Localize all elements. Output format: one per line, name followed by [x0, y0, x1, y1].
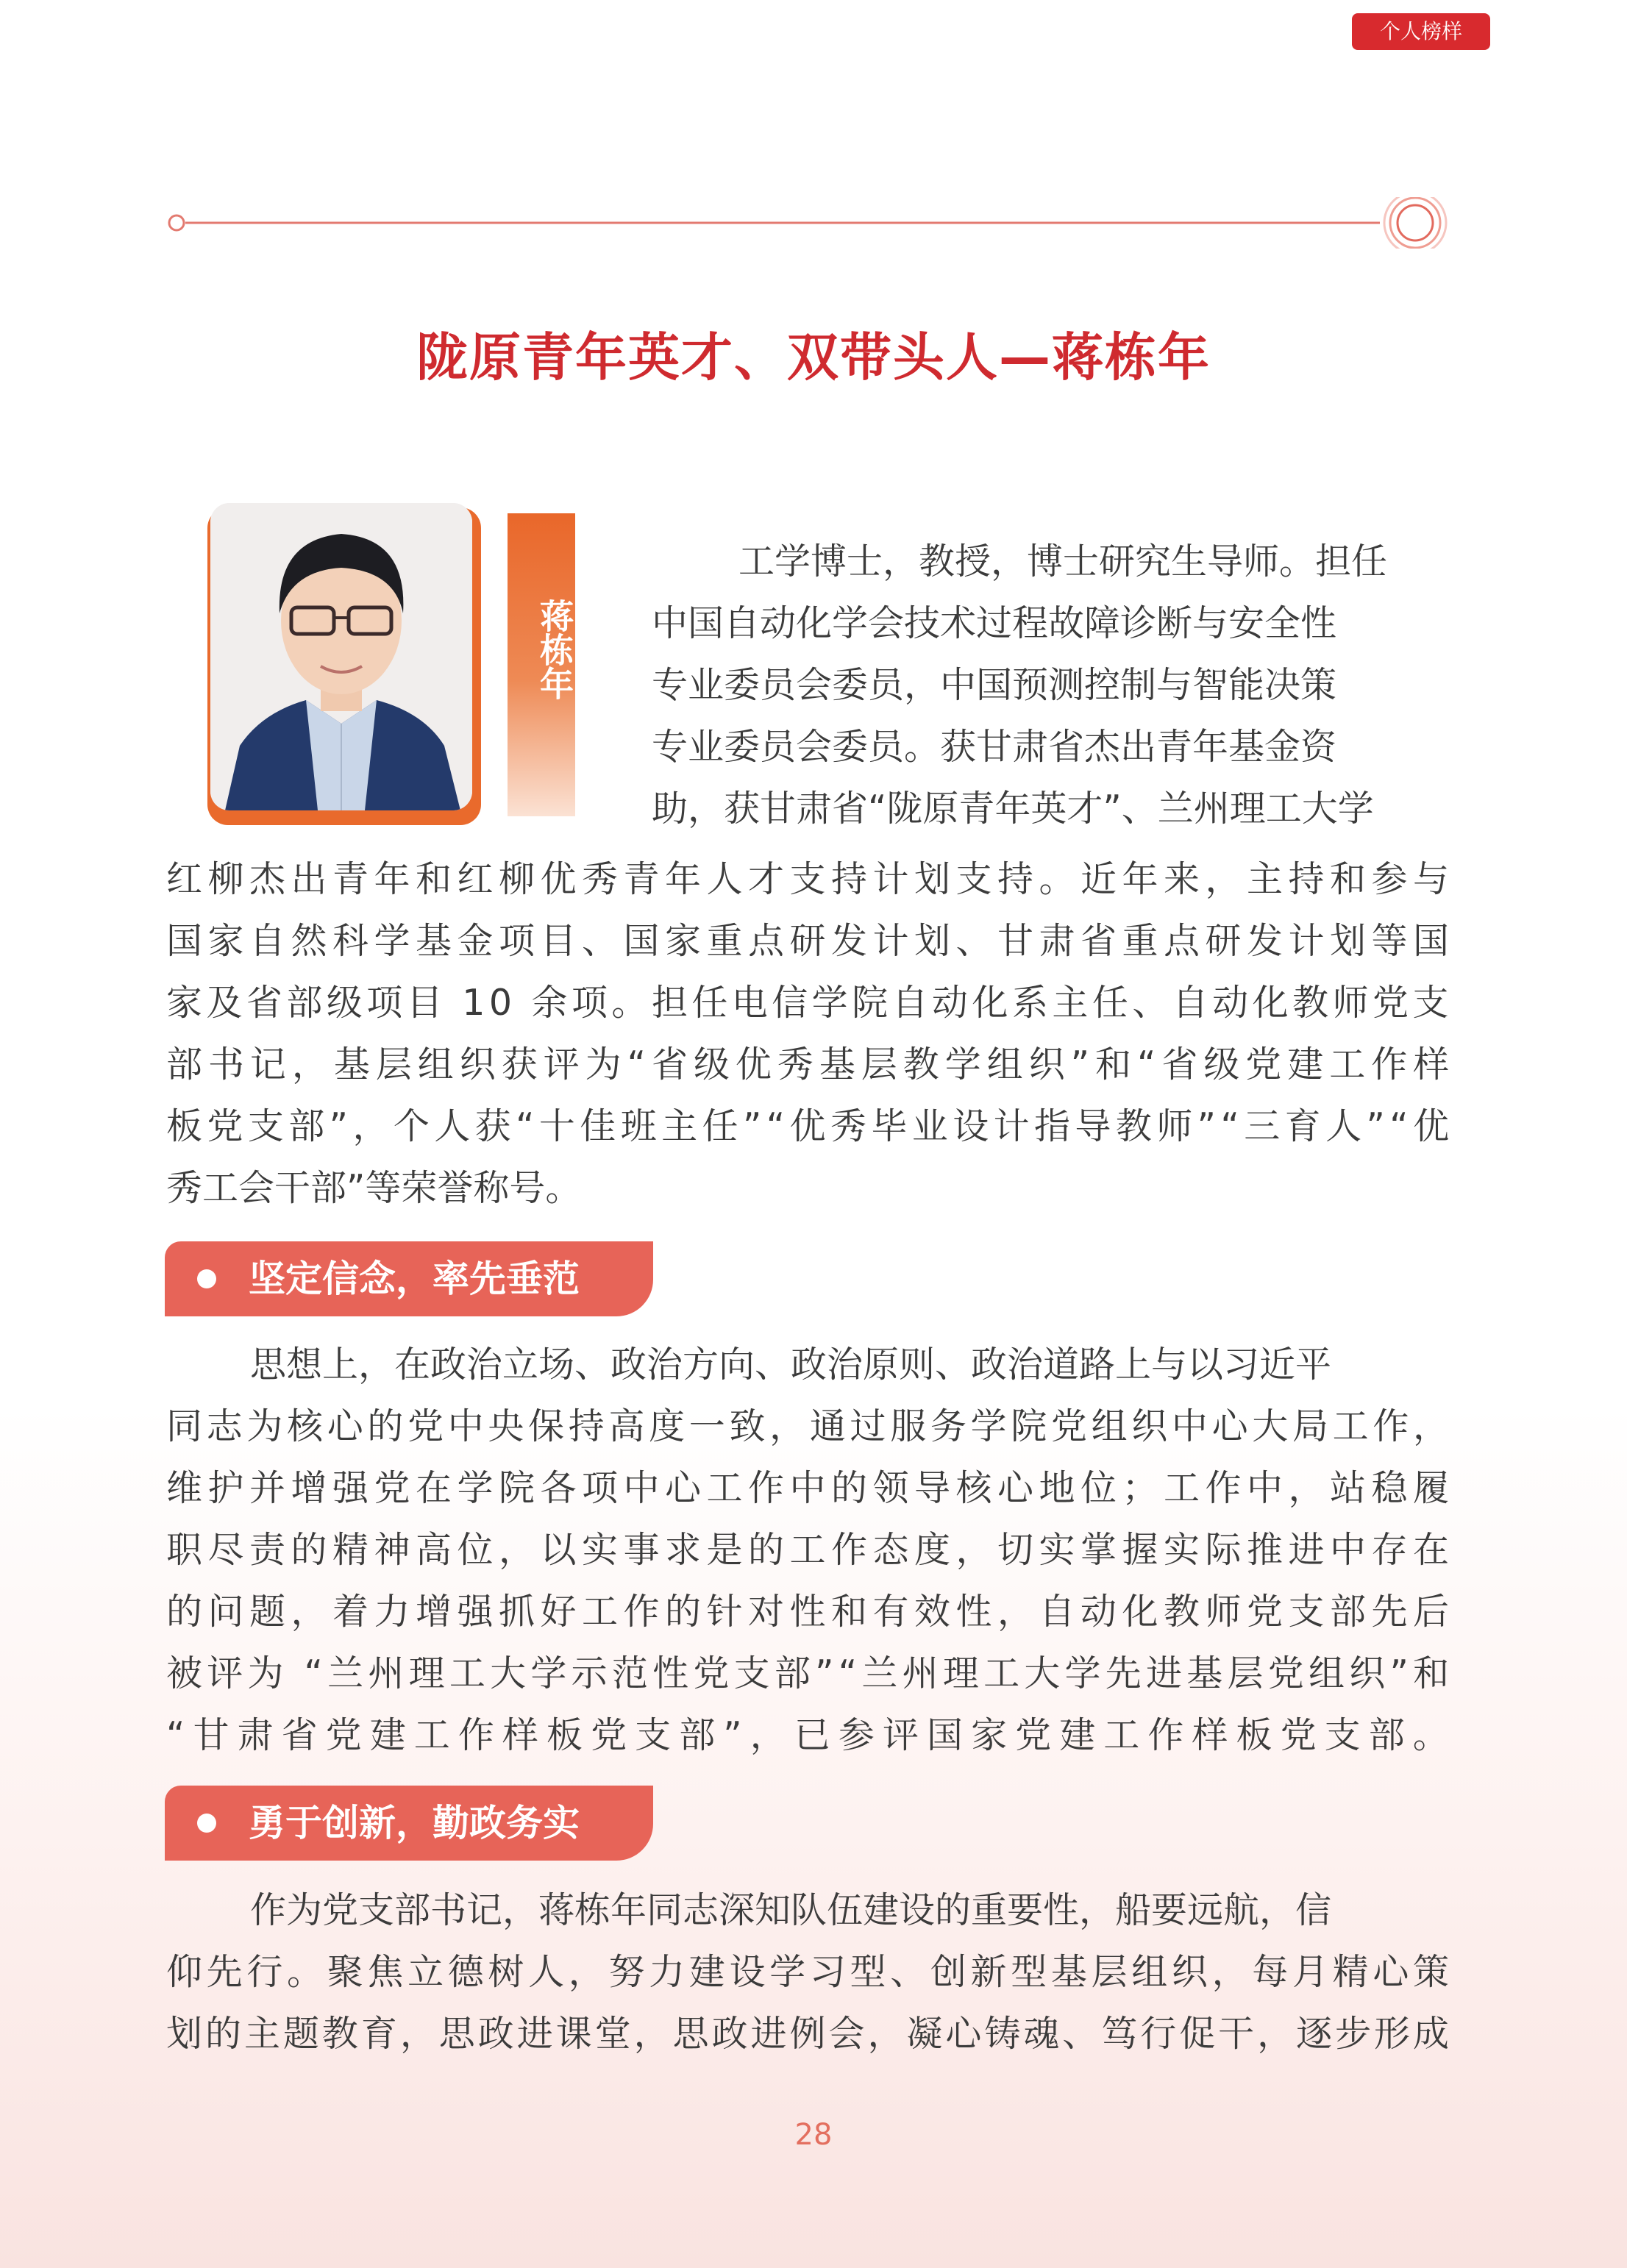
intro-line: 国家自然科学基金项目、国家重点研发计划、甘肃省重点研发计划等国: [166, 920, 1455, 962]
intro-line: 家及省部级项目 10 余项。担任电信学院自动化系主任、自动化教师党支: [166, 982, 1453, 1024]
section-tag: 个人榜样: [1352, 13, 1490, 50]
section-line: 的问题，着力增强抓好工作的针对性和有效性，自动化教师党支部先后: [166, 1591, 1455, 1633]
section-heading-label: 勇于创新，勤政务实: [249, 1802, 580, 1844]
intro-line: 专业委员会委员，中国预测控制与智能决策: [652, 664, 1337, 706]
section-line: 维护并增强党在学院各项中心工作中的领导核心地位；工作中，站稳履: [166, 1467, 1455, 1509]
intro-line: 专业委员会委员。获甘肃省杰出青年基金资: [652, 726, 1337, 768]
section-line: 划的主题教育，思政进课堂，思政进例会，凝心铸魂、笃行促干，逐步形成: [166, 2013, 1452, 2055]
intro-line: 中国自动化学会技术过程故障诊断与安全性: [652, 602, 1337, 644]
portrait-photo: [210, 503, 472, 810]
intro-line: 板党支部”，个人获“十佳班主任”“优秀毕业设计指导教师”“三育人”“优: [166, 1105, 1454, 1147]
section-line: 仰先行。聚焦立德树人，努力建设学习型、创新型基层组织，每月精心策: [166, 1951, 1453, 1993]
section-line: “甘肃省党建工作样板党支部”，已参评国家党建工作样板党支部。: [166, 1714, 1457, 1756]
name-ribbon: [508, 513, 575, 816]
section-heading: [165, 1786, 653, 1861]
decorative-divider: [166, 197, 1449, 249]
bullet-dot-icon: [197, 1814, 216, 1833]
section-line: 职尽责的精神高位，以实事求是的工作态度，切实掌握实际推进中存在: [166, 1529, 1455, 1571]
section-line: 思想上，在政治立场、政治方向、政治原则、政治道路上与以习近平: [250, 1344, 1332, 1386]
section-line: 作为党支部书记，蒋栋年同志深知队伍建设的重要性，船要远航，信: [250, 1889, 1332, 1931]
bullet-dot-icon: [197, 1269, 216, 1288]
section-heading-label: 坚定信念，率先垂范: [249, 1258, 580, 1300]
section-line: 被评为 “兰州理工大学示范性党支部”“兰州理工大学先进基层党组织”和: [166, 1652, 1454, 1694]
intro-line: 秀工会干部”等荣誉称号。: [166, 1167, 582, 1209]
intro-line: 助，获甘肃省“陇原青年英才”、兰州理工大学: [652, 788, 1374, 830]
section-line: 同志为核心的党中央保持高度一致，通过服务学院党组织中心大局工作，: [166, 1405, 1453, 1447]
article-title: 陇原青年英才、双带头人—蒋栋年: [416, 327, 1211, 388]
page-number: 28: [794, 2118, 833, 2152]
intro-line: 工学博士，教授，博士研究生导师。担任: [738, 541, 1388, 582]
intro-line: 红柳杰出青年和红柳优秀青年人才支持计划支持。近年来，主持和参与: [166, 858, 1455, 900]
name-ribbon-text: 蒋栋年: [535, 599, 574, 700]
intro-line: 部书记，基层组织获评为“省级优秀基层教学组织”和“省级党建工作样: [166, 1044, 1456, 1085]
section-heading: [165, 1241, 653, 1316]
